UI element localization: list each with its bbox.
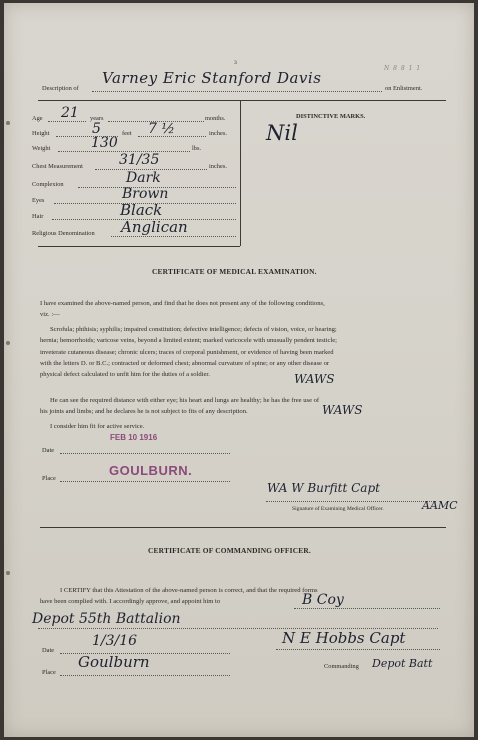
weight-label: Weight [32,145,51,152]
chest-label: Chest Measurement [32,163,83,170]
certify-line: have been complied with. I accordingly approve, and appoint him to [40,598,221,606]
religion-label: Religious Denomination [32,230,95,237]
on-enlistment-label: on Enlistment. [385,85,423,92]
complexion-value: Dark [126,170,161,186]
eyesight-para [40,395,442,418]
height-label: Height [32,130,50,137]
name-line [92,91,382,92]
conditions-line: Scrofula; phthisis; syphilis; impaired constitution; defective intelligence; defects of vision, voice, or hearing; [50,326,337,333]
page-number: 3 [234,60,237,66]
soldier-name: Varney Eric Stanford Davis [102,69,322,87]
commanding-officer-signature: N E Hobbs Capt [282,629,406,647]
table-top-rule [38,100,446,101]
medical-officer-signature: WA W Burfitt Capt [267,481,380,495]
chest-value: 31/35 [119,152,160,168]
medical-signature-line [266,501,436,502]
age-dots [48,121,86,122]
conditions-line: inveterate cutaneous disease; chronic ulcers; traces of corporal punishment, or evidence of having been marked [40,348,334,356]
height-feet-value: 5 [92,121,101,137]
conditions-list [40,324,442,380]
certify-para [40,585,444,608]
commanding-label: Commanding [324,663,359,670]
battalion-value: Depot 55th Battalion [32,611,181,627]
medical-intro-line: I have examined the above-named person, and find that he does not present any of the following conditions, [40,300,325,307]
medical-signature-caption: Signature of Examining Medical Officer. [292,506,384,512]
height-feet-label: feet [122,130,132,137]
hair-label: Hair [32,213,44,220]
age-value: 21 [61,105,79,121]
commanding-signature-line [276,649,440,650]
conditions-line: physical defect calculated to unfit him for the duties of a soldier. [40,371,210,379]
distinctive-marks-label: DISTINCTIVE MARKS. [296,113,366,120]
height-inches-value: 7 ½ [148,121,175,137]
conditions-line: hernia; hemorrhoids; varicose veins, beyond a limited extent; marked varicocele with unusually pendent testicle; [40,337,337,345]
commanding-place-label: Place [42,669,56,676]
medical-initials-1: WAWS [294,372,335,386]
description-of-label: Description of [42,85,79,92]
eyesight-line: He can see the required distance with either eye; his heart and lungs are healthy; he has the free use of [50,397,320,404]
table-bottom-rule [38,246,240,247]
medical-heading: CERTIFICATE OF MEDICAL EXAMINATION. [152,267,317,276]
age-months-label: months. [205,115,226,122]
distinctive-marks-value: Nil [266,121,298,145]
commanding-date-value: 1/3/16 [92,633,138,649]
commanding-place-line [60,675,230,676]
appoint-line [294,608,440,609]
medical-place-label: Place [42,475,56,482]
attestation-page [4,3,474,737]
date-stamp: FEB 10 1916 [110,433,158,442]
commanding-heading: CERTIFICATE OF COMMANDING OFFICER. [148,546,311,555]
certify-line: I CERTIFY that this Attestation of the above-named person is correct, and that the required forms [60,587,318,594]
complexion-label: Complexion [32,181,64,188]
appoint-value: B Coy [302,592,344,608]
punch-hole [6,571,10,575]
age-years-label: years [90,115,104,122]
punch-hole [6,121,10,125]
medical-date-label: Date [42,447,55,454]
medical-initials-2: WAWS [322,403,363,417]
weight-lbs-label: lbs. [192,145,202,152]
fit-statement: I consider him fit for active service. [50,423,145,430]
medical-corps-suffix: AAMC [422,499,458,512]
weight-value: 130 [91,135,118,151]
medical-place-line [60,481,230,482]
registration-mark: N 8 8 1 1 [384,65,422,72]
medical-intro-line: viz. :— [40,311,60,319]
conditions-line: with the letters D. or B.C.; contracted or deformed chest; abnormal curvature of spine; or any other disease or [40,359,330,367]
religion-dots [111,236,236,237]
religion-value: Anglican [121,218,188,236]
medical-date-line [60,453,230,454]
commanding-place-value: Goulburn [78,653,150,671]
chest-inches-label: inches. [209,163,227,170]
age-label: Age [32,115,43,122]
punch-hole [6,341,10,345]
commanding-unit-value: Depot Batt [372,657,433,670]
medical-intro [40,298,442,321]
hair-value: Black [120,201,163,219]
eyesight-line: his joints and limbs; and he declares he is not subject to fits of any description. [40,408,248,416]
section-rule [40,527,446,528]
eyes-value: Brown [122,186,169,202]
commanding-date-label: Date [42,647,55,654]
eyes-label: Eyes [32,197,45,204]
height-inches-label: inches. [209,130,227,137]
place-stamp: GOULBURN. [109,463,193,478]
table-divider [240,100,241,246]
